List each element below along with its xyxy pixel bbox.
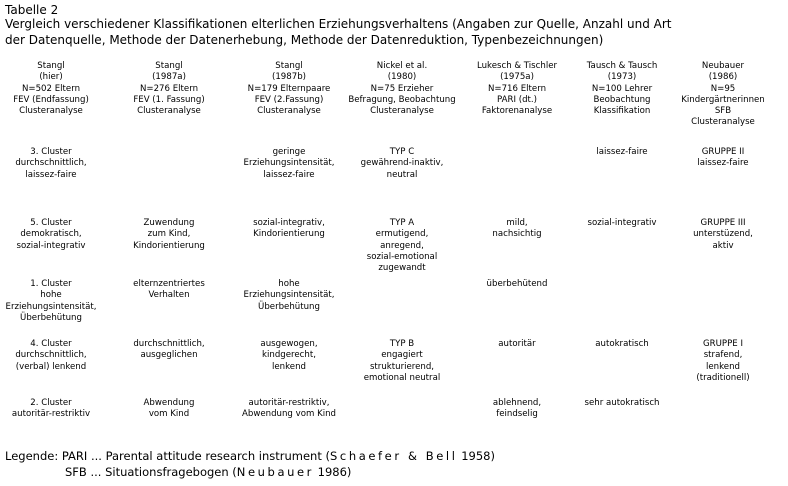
column-header: Neubauer (1986) N=95 Kindergärtnerinnen SFB Clusteranalyse [681,61,765,128]
table-cell: Zuwendung zum Kind, Kindorientierung [133,218,205,251]
column-header: Stangl (1987b) N=179 Elternpaare FEV (2.Fassung) Clusteranalyse [247,61,331,117]
table-cell: 1. Cluster hohe Erziehungsintensität, Überbehütung [5,279,97,323]
table-cell: GRUPPE II laissez-faire [697,147,749,169]
table-cell: ausgewogen, kindgerecht, lenkend [260,339,318,372]
table-cell: geringe Erziehungsintensität, laissez-faire [243,147,335,180]
table-cell: GRUPPE I strafend, lenkend (traditionell) [696,339,750,383]
table-cell: autoritär [498,339,536,349]
legend-sfb-text: SFB ... Situationsfragebogen ( [65,465,237,479]
legend-pari-text: Legende: PARI ... Parental attitude research instrument ( [5,449,330,463]
table-cell: TYP B engagiert strukturierend, emotional neutral [363,339,441,383]
legend-line-pari [5,449,495,463]
table-cell: 3. Cluster durchschnittlich, laissez-faire [15,147,87,180]
table-cell: mild, nachsichtig [492,218,542,240]
table-cell: Abwendung vom Kind [143,398,195,420]
table-cell: 5. Cluster demokratisch, sozial-integrativ [16,218,86,251]
table-cell: überbehütend [486,279,548,289]
table-cell: autokratisch [595,339,649,349]
column-header: Stangl (hier) N=502 Eltern FEV (Endfassung) Clusteranalyse [13,61,89,117]
table-cell: autoritär-restriktiv, Abwendung vom Kind [241,398,337,420]
table-cell: elternzentriertes Verhalten [133,279,205,301]
table-cell: sozial-integrativ [587,218,657,228]
table-cell: laissez-faire [596,147,648,157]
table-caption: Tabelle 2 [5,3,59,17]
table-cell: GRUPPE III unterstüzend, aktiv [693,218,753,251]
table-cell: hohe Erziehungsintensität, Überbehütung [243,279,335,312]
column-header: Stangl (1987a) N=276 Eltern FEV (1. Fassung) Clusteranalyse [133,61,205,117]
table-cell: TYP A ermutigend, anregend, sozial-emotional zugewandt [366,218,438,274]
table-cell: TYP C gewährend-inaktiv, neutral [360,147,444,180]
table-cell: 2. Cluster autoritär-restriktiv [11,398,91,420]
table-title-line-1: Vergleich verschiedener Klassifikationen elterlichen Erziehungsverhaltens (Angaben zur Quelle, Anzahl und Art [5,17,672,31]
legend-pari-year: 1958) [461,449,495,463]
column-header: Tausch & Tausch (1973) N=100 Lehrer Beobachtung Klassifikation [586,61,658,117]
legend-line-sfb [65,465,351,479]
table-cell: 4. Cluster durchschnittlich, (verbal) lenkend [15,339,87,372]
legend-sfb-year: 1986) [317,465,352,479]
column-header: Nickel et al. (1980) N=75 Erzieher Befragung, Beobachtung Clusteranalyse [348,61,456,117]
legend-pari-author: Schaefer & Bell [330,449,458,463]
table-cell: durchschnittlich, ausgeglichen [133,339,205,361]
column-header: Lukesch & Tischler (1975a) N=716 Eltern PARI (dt.) Faktorenanalyse [476,61,558,117]
table-cell: sehr autokratisch [584,398,660,408]
legend-sfb-author: Neubauer [236,465,314,479]
table-cell: ablehnend, feindselig [492,398,542,420]
table-title-line-2: der Datenquelle, Methode der Datenerhebung, Methode der Datenreduktion, Typenbezeichnungen) [5,33,604,47]
table-cell: sozial-integrativ, Kindorientierung [253,218,325,240]
